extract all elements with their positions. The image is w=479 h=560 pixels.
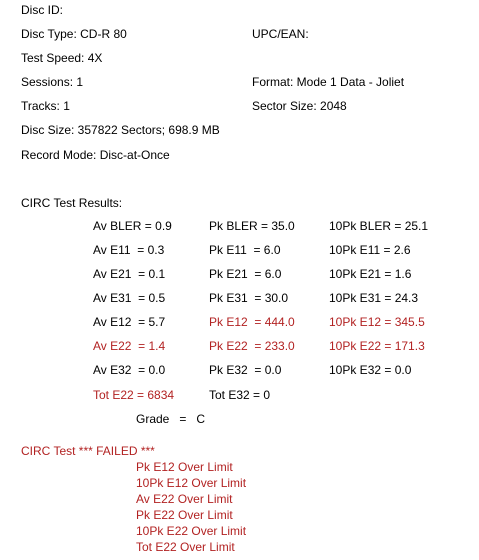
failure-item: 10Pk E22 Over Limit [136, 524, 247, 538]
circ-av-value: Av BLER = 0.9 [93, 219, 172, 233]
sessions: Sessions: 1 [21, 75, 84, 89]
circ-av-value: Av E31 = 0.5 [93, 291, 166, 305]
sector-size: Sector Size: 2048 [252, 99, 347, 113]
circ-p10-value: 10Pk E22 = 171.3 [329, 339, 425, 353]
circ-av-value: Av E11 = 0.3 [93, 243, 165, 257]
circ-p10-value: 10Pk E12 = 345.5 [329, 315, 425, 329]
tot-e32: Tot E32 = 0 [209, 388, 271, 402]
circ-av-value: Av E32 = 0.0 [93, 363, 166, 377]
circ-av-value: Av E21 = 0.1 [93, 267, 166, 281]
circ-p10-value: 10Pk BLER = 25.1 [329, 219, 429, 233]
circ-failed-banner: CIRC Test *** FAILED *** [21, 444, 155, 458]
circ-pk-value: Pk E22 = 233.0 [209, 339, 295, 353]
circ-pk-value: Pk BLER = 35.0 [209, 219, 295, 233]
record-mode: Record Mode: Disc-at-Once [21, 148, 170, 162]
circ-p10-value: 10Pk E11 = 2.6 [329, 243, 411, 257]
upc-ean: UPC/EAN: [252, 27, 309, 41]
failure-item: 10Pk E12 Over Limit [136, 476, 247, 490]
format: Format: Mode 1 Data - Joliet [252, 75, 405, 89]
circ-av-value: Av E22 = 1.4 [93, 339, 166, 353]
disc-type: Disc Type: CD-R 80 [21, 27, 127, 41]
disc-size: Disc Size: 357822 Sectors; 698.9 MB [21, 123, 220, 137]
circ-av-value: Av E12 = 5.7 [93, 315, 166, 329]
tracks: Tracks: 1 [21, 99, 70, 113]
tot-e22: Tot E22 = 6834 [93, 388, 175, 402]
circ-pk-value: Pk E12 = 444.0 [209, 315, 295, 329]
disc-id: Disc ID: [21, 3, 63, 17]
circ-pk-value: Pk E32 = 0.0 [209, 363, 282, 377]
failure-item: Pk E22 Over Limit [136, 508, 233, 522]
test-speed: Test Speed: 4X [21, 51, 103, 65]
circ-pk-value: Pk E11 = 6.0 [209, 243, 281, 257]
grade: Grade = C [136, 412, 206, 426]
failure-item: Tot E22 Over Limit [136, 540, 235, 554]
circ-pk-value: Pk E31 = 30.0 [209, 291, 289, 305]
circ-p10-value: 10Pk E32 = 0.0 [329, 363, 412, 377]
circ-pk-value: Pk E21 = 6.0 [209, 267, 282, 281]
failure-item: Pk E12 Over Limit [136, 460, 233, 474]
failure-item: Av E22 Over Limit [136, 492, 233, 506]
circ-p10-value: 10Pk E21 = 1.6 [329, 267, 412, 281]
circ-heading: CIRC Test Results: [21, 196, 123, 210]
circ-p10-value: 10Pk E31 = 24.3 [329, 291, 419, 305]
